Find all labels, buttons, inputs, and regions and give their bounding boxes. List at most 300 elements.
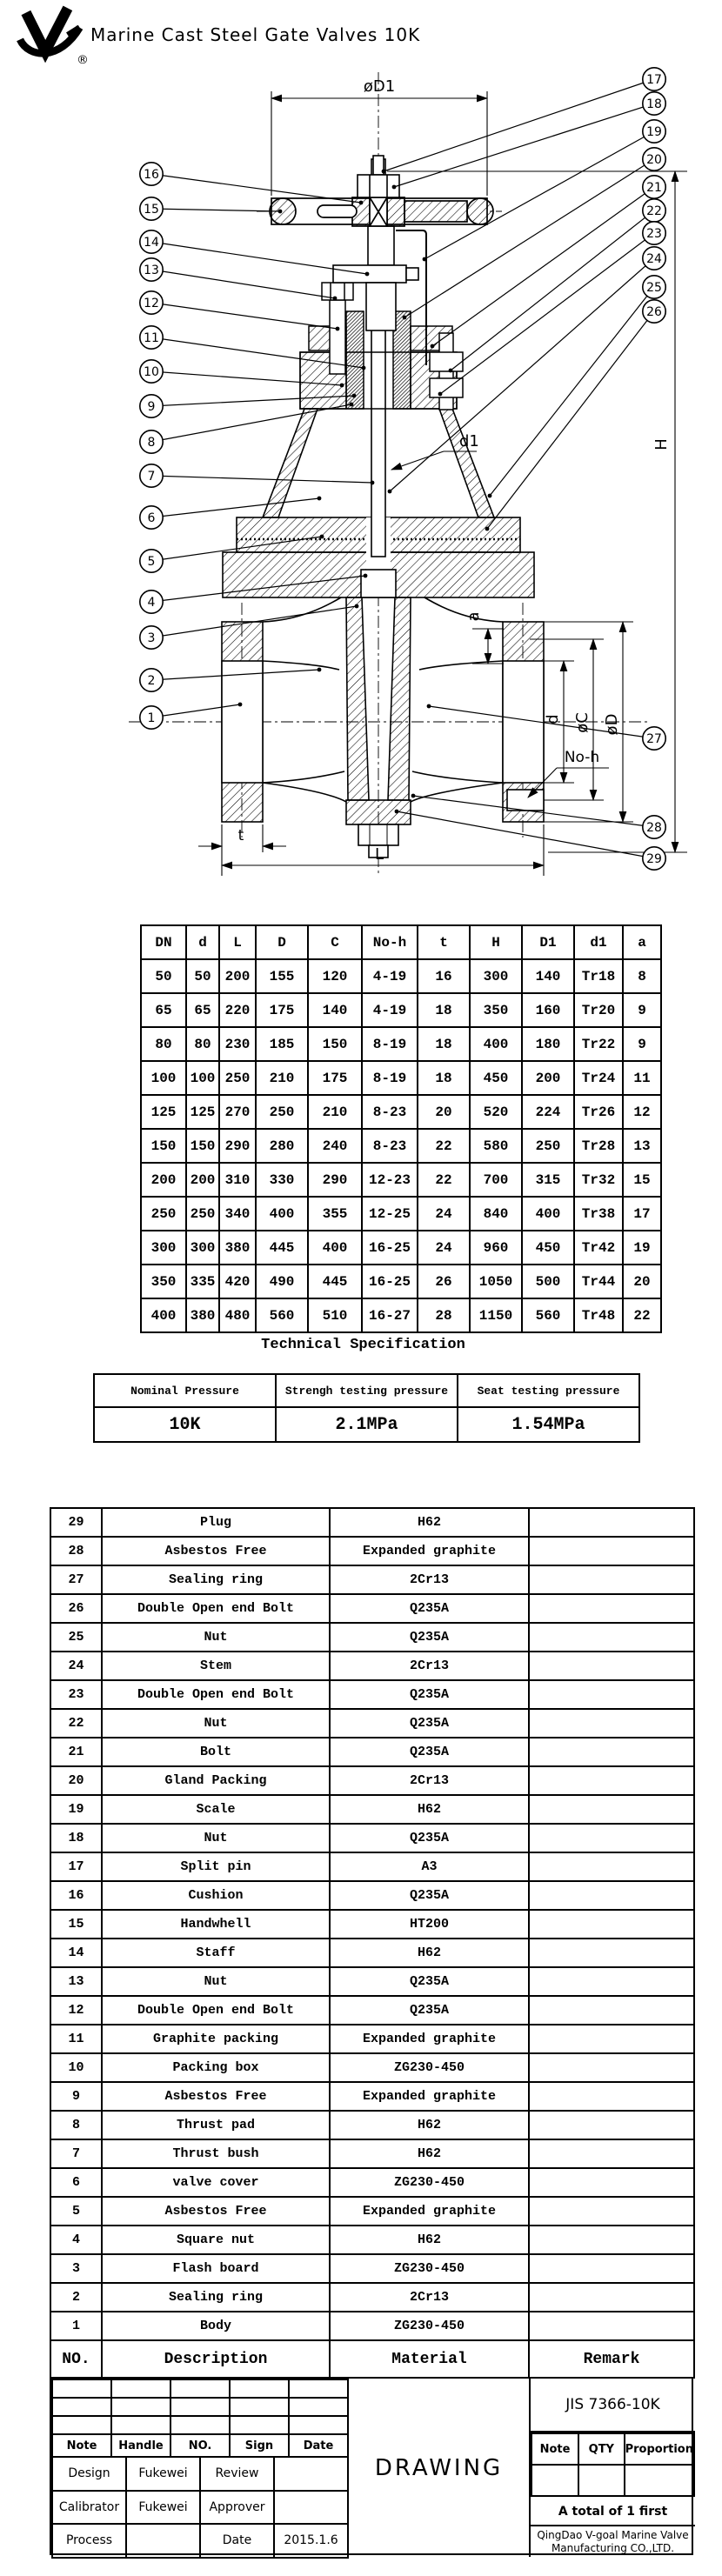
callout-number: 7 <box>147 470 156 484</box>
cell: Q235A <box>330 1594 529 1623</box>
drawing-label: DRAWING <box>374 2454 504 2481</box>
cell <box>230 2398 289 2416</box>
cell: 16 <box>418 959 470 993</box>
cell: 125 <box>186 1095 219 1129</box>
flange-bolt-hole <box>507 790 544 811</box>
cell: 140 <box>308 993 362 1027</box>
cell <box>529 1881 694 1910</box>
cell <box>625 2465 694 2496</box>
cell: H62 <box>330 1508 529 1537</box>
parts-header-row <box>50 2340 694 2378</box>
cell: 2015.1.6 <box>274 2524 348 2558</box>
parts-row <box>50 2197 694 2226</box>
cell: H <box>470 925 522 959</box>
cell: Plug <box>102 1508 330 1537</box>
valve-section-drawing <box>0 65 722 890</box>
cell: 27 <box>50 1565 102 1594</box>
parts-row <box>50 1508 694 1537</box>
cell: 22 <box>50 1709 102 1738</box>
cell: t <box>418 925 470 959</box>
cell: 26 <box>50 1594 102 1623</box>
cell: Staff <box>102 1939 330 1967</box>
cell: 2.1MPa <box>276 1407 458 1442</box>
cell: 12 <box>623 1095 661 1129</box>
cell <box>289 2416 348 2434</box>
cell: 20 <box>418 1095 470 1129</box>
cell: 315 <box>522 1163 574 1197</box>
parts-row <box>50 1738 694 1766</box>
cell: Thrust bush <box>102 2139 330 2168</box>
cell: 100 <box>186 1061 219 1095</box>
cell: 16-25 <box>362 1231 418 1265</box>
parts-row <box>50 1967 694 1996</box>
cell <box>529 2226 694 2254</box>
cell <box>529 1709 694 1738</box>
cell <box>529 2312 694 2340</box>
cell: 10K <box>94 1407 276 1442</box>
cell: 300 <box>186 1231 219 1265</box>
cell: Tr48 <box>574 1298 623 1332</box>
cell: H62 <box>330 2139 529 2168</box>
cell: 270 <box>219 1095 256 1129</box>
cell: Square nut <box>102 2226 330 2254</box>
cell: 450 <box>470 1061 522 1095</box>
cell: 210 <box>308 1095 362 1129</box>
cell: 9 <box>50 2082 102 2111</box>
cell: 2 <box>50 2283 102 2312</box>
cell <box>289 2379 348 2398</box>
cell <box>578 2465 625 2496</box>
cell: Approver <box>200 2491 274 2525</box>
parts-row <box>50 1766 694 1795</box>
cell: a <box>623 925 661 959</box>
callout-20 <box>403 148 666 320</box>
cell: Tr20 <box>574 993 623 1027</box>
cell: Q235A <box>330 1824 529 1852</box>
callout-number: 3 <box>147 631 156 645</box>
cell: 1150 <box>470 1298 522 1332</box>
cell: 180 <box>522 1027 574 1061</box>
cell: 160 <box>522 993 574 1027</box>
cell: 65 <box>141 993 186 1027</box>
cell: Q235A <box>330 1680 529 1709</box>
cell: 150 <box>186 1129 219 1163</box>
cell: 20 <box>623 1265 661 1298</box>
callout-27 <box>427 704 666 751</box>
cell: 2Cr13 <box>330 1652 529 1680</box>
parts-row <box>50 1680 694 1709</box>
parts-row <box>50 2226 694 2254</box>
sign-grid <box>51 2379 349 2458</box>
dimension-row <box>141 1095 661 1129</box>
cell: 11 <box>50 2025 102 2053</box>
cell: Tr44 <box>574 1265 623 1298</box>
callout-number: 23 <box>646 227 662 241</box>
callout-12 <box>140 291 340 331</box>
callout-number: 27 <box>646 732 662 746</box>
cell: 350 <box>141 1265 186 1298</box>
parts-row <box>50 1652 694 1680</box>
cell: 3 <box>50 2254 102 2283</box>
dimension-row <box>141 1231 661 1265</box>
cell: Calibrator <box>52 2491 126 2525</box>
cell: 250 <box>186 1197 219 1231</box>
tech-spec-title: Technical Specification <box>261 1337 465 1353</box>
label-length: L <box>374 845 384 864</box>
parts-row <box>50 1594 694 1623</box>
cell: Description <box>102 2340 330 2378</box>
cell: 14 <box>50 1939 102 1967</box>
parts-row <box>50 1852 694 1881</box>
cell: 25 <box>50 1623 102 1652</box>
cell <box>111 2398 170 2416</box>
cell: 560 <box>256 1298 308 1332</box>
cell: 13 <box>623 1129 661 1163</box>
cell: H62 <box>330 1939 529 1967</box>
cell: Asbestos Free <box>102 2197 330 2226</box>
cell: ZG230-450 <box>330 2254 529 2283</box>
cell: Q235A <box>330 1881 529 1910</box>
cell: 200 <box>141 1163 186 1197</box>
cell: Q235A <box>330 1996 529 2025</box>
cell: 16 <box>50 1881 102 1910</box>
cell: d <box>186 925 219 959</box>
callout-16 <box>140 163 364 205</box>
cell <box>529 1738 694 1766</box>
cell: 445 <box>256 1231 308 1265</box>
cell: 65 <box>186 993 219 1027</box>
cell: Tr18 <box>574 959 623 993</box>
plug <box>358 824 398 845</box>
cell: 8 <box>50 2111 102 2139</box>
cell: Sealing ring <box>102 2283 330 2312</box>
cell: Handwhell <box>102 1910 330 1939</box>
company-name <box>531 2526 695 2557</box>
parts-row <box>50 1881 694 1910</box>
cell: 12-23 <box>362 1163 418 1197</box>
cell: 224 <box>522 1095 574 1129</box>
cell: Asbestos Free <box>102 2082 330 2111</box>
dimension-row <box>141 993 661 1027</box>
cell <box>170 2379 230 2398</box>
cell: 24 <box>418 1197 470 1231</box>
cell: 300 <box>141 1231 186 1265</box>
cell: 8-19 <box>362 1027 418 1061</box>
parts-row <box>50 2111 694 2139</box>
cell: Proportion <box>625 2433 694 2465</box>
cell: 290 <box>308 1163 362 1197</box>
approval-grid <box>51 2456 349 2559</box>
callout-number: 9 <box>147 400 156 414</box>
cell: Tr24 <box>574 1061 623 1095</box>
dimension-row <box>141 959 661 993</box>
cell: Flash board <box>102 2254 330 2283</box>
cell: Q235A <box>330 1709 529 1738</box>
callout-number: 22 <box>646 204 662 218</box>
callout-number: 12 <box>144 297 159 310</box>
drawing-type-cell <box>347 2379 531 2557</box>
cell: Nut <box>102 1623 330 1652</box>
staff-collar <box>333 265 406 283</box>
cell: HT200 <box>330 1910 529 1939</box>
company-line1: QingDao V-goal Marine Valve <box>537 2528 689 2541</box>
cell: 4-19 <box>362 993 418 1027</box>
cell: 220 <box>219 993 256 1027</box>
cell: 7 <box>50 2139 102 2168</box>
dimension-row <box>141 1197 661 1231</box>
cell: Review <box>200 2457 274 2491</box>
cell: Split pin <box>102 1852 330 1881</box>
parts-row <box>50 2082 694 2111</box>
cell: 17 <box>623 1197 661 1231</box>
cell: Tr38 <box>574 1197 623 1231</box>
cell: 22 <box>418 1129 470 1163</box>
page-title: Marine Cast Steel Gate Valves 10K <box>90 24 421 45</box>
cell <box>289 2398 348 2416</box>
parts-row <box>50 1537 694 1565</box>
cell: 280 <box>256 1129 308 1163</box>
parts-row <box>50 1996 694 2025</box>
cell: Date <box>289 2434 348 2457</box>
standard-number: JIS 7366-10K <box>531 2379 695 2433</box>
cell: Scale <box>102 1795 330 1824</box>
cell: Sign <box>230 2434 289 2457</box>
cell: 560 <box>522 1298 574 1332</box>
cell: 580 <box>470 1129 522 1163</box>
callout-number: 17 <box>646 73 662 87</box>
tech-spec-table <box>93 1373 640 1443</box>
parts-row <box>50 1795 694 1824</box>
cell <box>52 2379 111 2398</box>
cell: 350 <box>470 993 522 1027</box>
cell: 80 <box>141 1027 186 1061</box>
cell: A3 <box>330 1852 529 1881</box>
cell: 1 <box>50 2312 102 2340</box>
label-stem-diameter: d1 <box>459 432 479 450</box>
callout-13 <box>140 258 338 301</box>
cell: 700 <box>470 1163 522 1197</box>
cell: Cushion <box>102 1881 330 1910</box>
callout-number: 29 <box>646 852 662 866</box>
title-block <box>50 2377 693 2555</box>
cell: Tr42 <box>574 1231 623 1265</box>
registered-mark: ® <box>77 52 89 67</box>
callout-number: 4 <box>147 596 156 610</box>
cell <box>529 1766 694 1795</box>
callout-number: 2 <box>147 674 156 688</box>
cell: Q235A <box>330 1967 529 1996</box>
cell: Seat testing pressure <box>458 1374 639 1407</box>
cell: NO. <box>50 2340 102 2378</box>
cell: 335 <box>186 1265 219 1298</box>
cell: 240 <box>308 1129 362 1163</box>
cell: 400 <box>141 1298 186 1332</box>
cell <box>230 2416 289 2434</box>
label-height: H <box>652 438 671 450</box>
cell <box>529 2168 694 2197</box>
cell: Fukewei <box>126 2491 200 2525</box>
callout-number: 14 <box>144 236 159 250</box>
cell: ZG230-450 <box>330 2312 529 2340</box>
cell: Material <box>330 2340 529 2378</box>
cell: 520 <box>470 1095 522 1129</box>
callout-number: 13 <box>144 264 159 277</box>
callout-26 <box>485 300 666 531</box>
approval-row <box>52 2491 348 2525</box>
cell <box>529 1939 694 1967</box>
dimension-labels <box>238 77 671 864</box>
cell: d1 <box>574 925 623 959</box>
cell <box>170 2398 230 2416</box>
cell <box>230 2379 289 2398</box>
callout-number: 21 <box>646 181 662 195</box>
cell: 18 <box>418 993 470 1027</box>
cell: 185 <box>256 1027 308 1061</box>
cell: 510 <box>308 1298 362 1332</box>
cell <box>529 1594 694 1623</box>
cell <box>529 2254 694 2283</box>
cell: Graphite packing <box>102 2025 330 2053</box>
cell: 22 <box>418 1163 470 1197</box>
parts-row <box>50 2139 694 2168</box>
dimension-row <box>141 1129 661 1163</box>
cell: L <box>219 925 256 959</box>
callout-number: 8 <box>147 436 156 450</box>
cell: Nut <box>102 1967 330 1996</box>
cell: 19 <box>50 1795 102 1824</box>
cell <box>529 2053 694 2082</box>
cell: 18 <box>50 1824 102 1852</box>
callout-number: 28 <box>646 821 662 835</box>
cell <box>274 2491 348 2525</box>
square-nut <box>361 570 396 597</box>
cell: 450 <box>522 1231 574 1265</box>
cell: Note <box>52 2434 111 2457</box>
cell: 1.54MPa <box>458 1407 639 1442</box>
cell: 420 <box>219 1265 256 1298</box>
callout-number: 19 <box>646 125 662 139</box>
callout-number: 10 <box>144 365 159 379</box>
cell: 100 <box>141 1061 186 1095</box>
cell: D1 <box>522 925 574 959</box>
callout-number: 6 <box>147 511 156 525</box>
cell: 50 <box>141 959 186 993</box>
parts-row <box>50 2312 694 2340</box>
cell <box>111 2416 170 2434</box>
dimension-table-body <box>141 959 661 1332</box>
cell: Sealing ring <box>102 1565 330 1594</box>
cell: Date <box>200 2524 274 2558</box>
label-seat-offset: a <box>465 611 483 622</box>
cell <box>529 1824 694 1852</box>
callout-number: 16 <box>144 168 159 182</box>
cell: 4 <box>50 2226 102 2254</box>
cell <box>529 2025 694 2053</box>
dimension-table-header <box>141 925 661 959</box>
cell: 15 <box>623 1163 661 1197</box>
cell: 250 <box>256 1095 308 1129</box>
cell: 210 <box>256 1061 308 1095</box>
cell: 380 <box>219 1231 256 1265</box>
cell: 18 <box>418 1061 470 1095</box>
cell: 250 <box>219 1061 256 1095</box>
cell: 8-19 <box>362 1061 418 1095</box>
cell <box>52 2398 111 2416</box>
parts-row <box>50 2053 694 2082</box>
cell: 24 <box>50 1652 102 1680</box>
cell: 80 <box>186 1027 219 1061</box>
callout-18 <box>392 92 666 190</box>
callout-8 <box>140 403 354 454</box>
cell: 400 <box>256 1197 308 1231</box>
cell <box>529 1910 694 1939</box>
cell: Nominal Pressure <box>94 1374 276 1407</box>
cell: 12 <box>50 1996 102 2025</box>
parts-list-table <box>50 1507 695 2379</box>
cell: 17 <box>50 1852 102 1881</box>
cell: 26 <box>418 1265 470 1298</box>
callout-number: 11 <box>144 331 159 345</box>
parts-row <box>50 1939 694 1967</box>
total-note: A total of 1 first <box>531 2499 695 2526</box>
tech-spec-header-row <box>94 1374 639 1407</box>
cell: Expanded graphite <box>330 2082 529 2111</box>
cell: 9 <box>623 1027 661 1061</box>
callout-23 <box>438 222 666 397</box>
cell <box>529 1967 694 1996</box>
cell <box>529 2197 694 2226</box>
cell: 11 <box>623 1061 661 1095</box>
cell <box>126 2524 200 2558</box>
callout-number: 15 <box>144 203 159 217</box>
callout-number: 5 <box>147 555 156 569</box>
cell: ZG230-450 <box>330 2053 529 2082</box>
cell: 290 <box>219 1129 256 1163</box>
cell: 50 <box>186 959 219 993</box>
parts-list-body <box>50 1508 694 2378</box>
cell: 310 <box>219 1163 256 1197</box>
cell: 480 <box>219 1298 256 1332</box>
cell: 13 <box>50 1967 102 1996</box>
cell: Q235A <box>330 1623 529 1652</box>
cell: No-h <box>362 925 418 959</box>
cell: 200 <box>219 959 256 993</box>
cell: 22 <box>623 1298 661 1332</box>
cell: Fukewei <box>126 2457 200 2491</box>
dimension-table <box>140 924 662 1333</box>
cell <box>170 2416 230 2434</box>
callout-17 <box>382 68 666 174</box>
callout-number: 26 <box>646 305 662 319</box>
cell: 120 <box>308 959 362 993</box>
parts-row <box>50 2283 694 2312</box>
callout-number: 25 <box>646 281 662 295</box>
cell <box>529 1537 694 1565</box>
cell: Expanded graphite <box>330 2025 529 2053</box>
cell: 445 <box>308 1265 362 1298</box>
cell: 355 <box>308 1197 362 1231</box>
cell: DN <box>141 925 186 959</box>
cell: 23 <box>50 1680 102 1709</box>
cell: Tr28 <box>574 1129 623 1163</box>
cell <box>529 1508 694 1537</box>
cell: Strengh testing pressure <box>276 1374 458 1407</box>
cell: Thrust pad <box>102 2111 330 2139</box>
cell: 1050 <box>470 1265 522 1298</box>
cell <box>529 2283 694 2312</box>
cell: 175 <box>256 993 308 1027</box>
cell: 19 <box>623 1231 661 1265</box>
